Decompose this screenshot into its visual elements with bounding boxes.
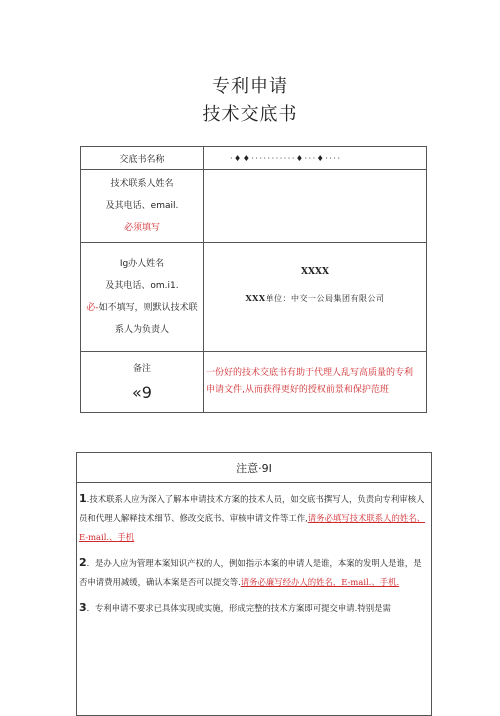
handler-org-value xyxy=(204,293,426,304)
handler-org-prefix: XXX xyxy=(245,292,266,303)
disclosure-form-table xyxy=(80,146,427,413)
tech-contact-label-line2: 及其电话、email. xyxy=(105,200,179,211)
disclosure-name-value[interactable] xyxy=(204,147,427,170)
table-row xyxy=(81,147,427,170)
table-row xyxy=(81,243,427,352)
required-note: 必须填写 xyxy=(123,222,160,233)
note-item-1 xyxy=(77,489,431,547)
notes-title: 注意·9I xyxy=(236,462,272,475)
handler-label-line2: 及其电话、om.i1. xyxy=(105,280,179,291)
remarks-label xyxy=(81,352,204,413)
remarks-label-line1: 备注 xyxy=(132,364,151,374)
disclosure-name-label: 交底书名称 xyxy=(81,147,204,170)
note-text: ．专利申请不要求已具体实现或实施，形成完整的技术方案即可提交申请.特别是需 xyxy=(86,603,391,613)
tech-contact-label xyxy=(81,170,204,243)
handler-label-line3-rest: 如不填写，则默认技术联 xyxy=(98,302,198,313)
disclosure-name-placeholder: ·♦♦···········♦···♦···· xyxy=(230,153,342,163)
remarks-note-line2: 申请文件,从而获得更好的授权前景和保护范班 xyxy=(206,385,389,395)
note-number: 1 xyxy=(79,492,87,505)
tech-contact-label-line1: 技术联系人姓名 xyxy=(110,178,174,189)
note-text: ．是办人应为管理本案知识产权的人，例如指示本案的申请人是谁，本案的发明人是谁，是否申请费用减缓，确认本案是否可以提交等. xyxy=(79,558,422,587)
remarks-note-line1: 一份好的技术交底书有助于代理人乱写高质量的专利 xyxy=(206,368,414,378)
handler-label-line4: 系人为负责人 xyxy=(114,324,169,335)
table-row xyxy=(81,352,427,413)
note-required-text: 请务必填写技术联系人的姓名、E-mail.、手机 xyxy=(79,513,426,542)
remarks-label-line2: «9 xyxy=(132,383,152,402)
notes-box xyxy=(76,452,432,716)
tech-contact-value[interactable] xyxy=(204,170,427,243)
handler-label-line3 xyxy=(81,301,203,316)
page-title: 专利申请 xyxy=(212,76,288,97)
handler-value[interactable] xyxy=(204,243,427,352)
remarks-value[interactable] xyxy=(204,352,427,413)
handler-label-line1: Ig办人姓名 xyxy=(119,258,165,269)
note-item-3 xyxy=(77,598,431,618)
handler-org-rest: 单位：中交一公局集团有限公司 xyxy=(265,293,385,303)
handler-label xyxy=(81,243,204,352)
handler-name-value: XXXX xyxy=(301,266,329,277)
note-required-text: 请务必廉写经办人的姓名，E-mail.、手机. xyxy=(240,577,400,587)
note-number: 3 xyxy=(79,601,87,614)
note-text: .技术联系人应为深入了解本申请技术方案的技术人员，如交底书撰写人，负责向专利审核人员和代理人解释技术细节、修改交底书、审核申请文件等工作, xyxy=(79,494,425,523)
note-number: 2 xyxy=(79,556,87,569)
notes-divider xyxy=(77,482,431,483)
table-row xyxy=(81,170,427,243)
note-item-2 xyxy=(77,553,431,592)
page-subtitle: 技术交底书 xyxy=(202,104,298,125)
required-marker: 必- xyxy=(86,302,99,313)
